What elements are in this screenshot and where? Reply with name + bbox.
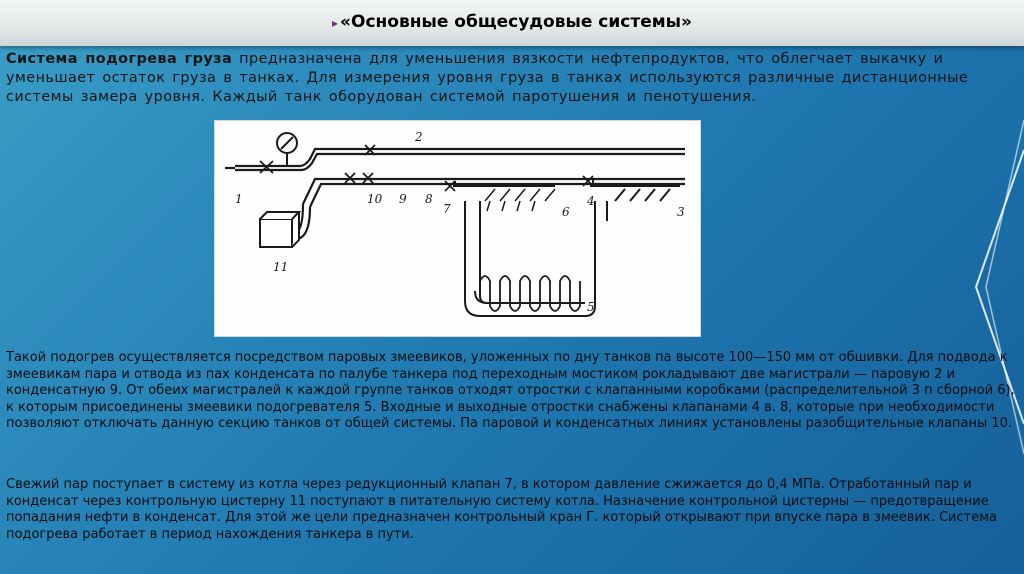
label-3: 3 bbox=[677, 205, 685, 219]
label-9: 9 bbox=[399, 192, 407, 206]
body-paragraph-2: Свежий пар поступает в систему из котла через редукционный клапан 7, в котором давление сжижается до 0,4 МПа. Отработанный пар и конденсат через контрольную цистерну 11 поступают в питательную систему котла. Назначение контрольной цистерны — предотвращение попадания нефти в конденсат. Для этой же цели предназначен контрольный кран Г. который открывают при впуске пара в змеевик. Система подогрева работает в период нахождения танкера в пути. bbox=[6, 477, 997, 542]
label-7: 7 bbox=[443, 202, 451, 216]
label-4: 4 bbox=[587, 194, 595, 208]
intro-paragraph bbox=[6, 50, 1016, 107]
body-paragraph-1: Такой подогрев осуществляется посредством паровых змеевиков, уложенных по дну танков па высоте 100—150 мм от обшивки. Для подвода к змеевикам пара и отвода из пах конденсата по палубе танкера под переходным мостиком рокладывают две магистрали — паровую 2 и конденсатную 9. От обеих магистралей к каждой группе танков отходят отростки с клапанными коробками (распределительной 3 п сборной 6), к которым присоединены змеевики подогревателя 5. Входные и выходные отростки снабжены клапанами 4 в. 8, которые при необходимости позволяют отключать данную секцию танков от общей системы. Па паровой и конденсатных линиях установлены разобщительные клапаны 10. bbox=[6, 350, 1015, 431]
label-5: 5 bbox=[587, 300, 595, 314]
intro-bold-term: Система подогрева груза bbox=[6, 51, 233, 67]
title-bullet-icon: ▸ bbox=[331, 16, 339, 30]
slide-title: «Основные общесудовые системы» bbox=[340, 12, 692, 32]
label-10: 10 bbox=[367, 192, 383, 206]
intro-text: предназначена для уменьшения вязкости нефтепродуктов, что облегчает выкачку и уменьшает остаток груза в танках. Для измерения уровня груза в танках используются различные дистанционные системы замера уровня. Каждый танк оборудован системой паротушения и пенотушения. bbox=[6, 51, 969, 105]
label-6: 6 bbox=[562, 205, 570, 219]
label-2: 2 bbox=[415, 130, 423, 144]
diagram-drawing bbox=[215, 121, 700, 336]
label-11: 11 bbox=[273, 260, 289, 274]
label-1: 1 bbox=[235, 192, 243, 206]
heating-system-diagram bbox=[214, 120, 701, 337]
slide-title-row bbox=[0, 12, 1024, 32]
label-8: 8 bbox=[425, 192, 433, 206]
